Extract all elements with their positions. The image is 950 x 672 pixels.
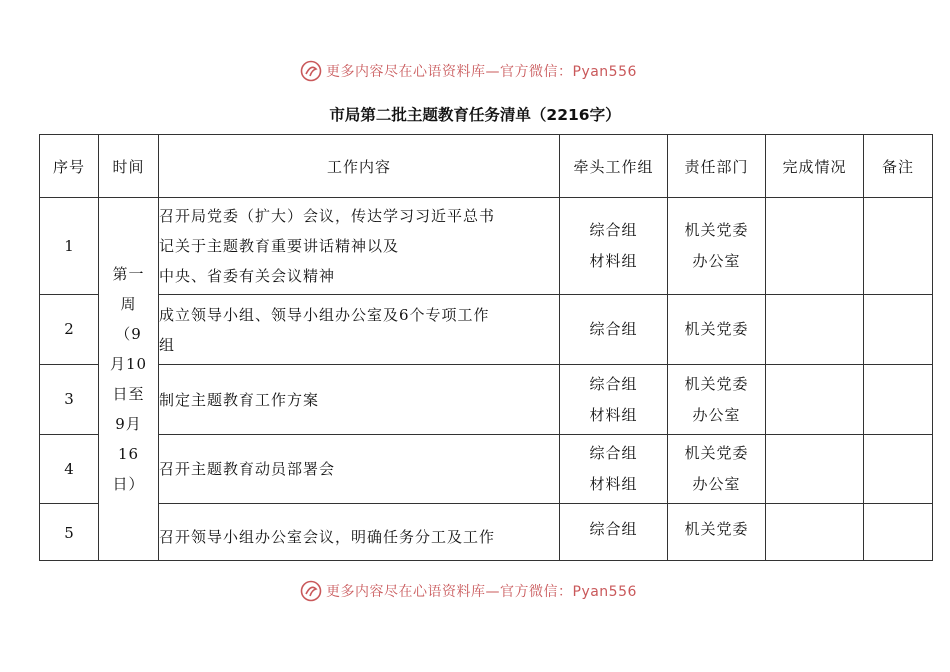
time-line: 9月 <box>115 415 142 433</box>
lead-line: 材料组 <box>589 252 638 270</box>
row-number: 4 <box>40 435 99 504</box>
content-line: 组 <box>159 335 176 354</box>
time-line: （9 <box>115 325 142 343</box>
header-cell: 完成情况 <box>766 135 864 198</box>
content-line: 召开领导小组办公室会议，明确任务分工及工作 <box>159 528 496 546</box>
remarks <box>864 365 933 435</box>
brand-logo-icon <box>300 60 322 82</box>
completion-status <box>766 504 864 561</box>
header-cell: 牵头工作组 <box>560 135 668 198</box>
time-line: 月10 <box>109 355 148 373</box>
work-content <box>159 365 560 435</box>
dept-line: 机关党委 <box>684 221 749 239</box>
watermark-text: 更多内容尽在心语资料库—官方微信：Pyan556 <box>326 64 637 80</box>
header-cell: 工作内容 <box>159 135 560 198</box>
remarks <box>864 295 933 365</box>
completion-status <box>766 365 864 435</box>
watermark-bottom <box>300 580 637 602</box>
watermark-text: 更多内容尽在心语资料库—官方微信：Pyan556 <box>326 584 637 600</box>
time-line: 第一 <box>112 265 145 283</box>
table-row <box>40 198 933 295</box>
table-header-row <box>40 135 933 198</box>
work-content <box>159 198 560 295</box>
header-cell: 备注 <box>864 135 933 198</box>
content-line: 记关于主题教育重要讲话精神以及 <box>159 237 400 255</box>
time-cell <box>99 198 159 561</box>
content-line: 成立领导小组、领导小组办公室及6个专项工作 <box>159 305 490 324</box>
remarks <box>864 198 933 295</box>
time-line: 16 <box>117 445 140 463</box>
remarks <box>864 435 933 504</box>
responsible-dept <box>668 295 766 365</box>
header-cell: 序号 <box>40 135 99 198</box>
dept-line: 机关党委 <box>684 520 749 538</box>
content-line: 召开局党委（扩大）会议，传达学习习近平总书 <box>159 207 496 225</box>
dept-line: 机关党委 <box>684 444 749 462</box>
row-number: 2 <box>40 295 99 365</box>
document-title: 市局第二批主题教育任务清单（2216字） <box>329 106 621 124</box>
header-cell: 责任部门 <box>668 135 766 198</box>
time-line: 周 <box>120 295 137 313</box>
work-content <box>159 295 560 365</box>
responsible-dept <box>668 365 766 435</box>
task-table <box>39 134 933 561</box>
dept-line: 办公室 <box>692 405 741 424</box>
completion-status <box>766 295 864 365</box>
content-line: 召开主题教育动员部署会 <box>159 460 336 478</box>
row-number: 1 <box>40 198 99 295</box>
time-line: 日） <box>112 475 145 493</box>
completion-status <box>766 435 864 504</box>
dept-line: 办公室 <box>692 475 741 493</box>
lead-line: 综合组 <box>589 320 638 338</box>
work-content <box>159 435 560 504</box>
lead-group <box>560 295 668 365</box>
completion-status <box>766 198 864 295</box>
table-row <box>40 365 933 435</box>
table-row <box>40 504 933 561</box>
row-number: 5 <box>40 504 99 561</box>
lead-line: 材料组 <box>589 405 638 424</box>
dept-line: 机关党委 <box>684 320 749 338</box>
time-line: 日至 <box>112 385 145 403</box>
dept-line: 机关党委 <box>684 374 749 393</box>
table-row <box>40 295 933 365</box>
lead-group <box>560 504 668 561</box>
lead-line: 综合组 <box>589 221 638 239</box>
remarks <box>864 504 933 561</box>
content-line: 中央、省委有关会议精神 <box>159 267 336 285</box>
responsible-dept <box>668 435 766 504</box>
dept-line: 办公室 <box>692 252 741 270</box>
lead-group <box>560 435 668 504</box>
lead-line: 综合组 <box>589 520 638 538</box>
header-cell: 时间 <box>99 135 159 198</box>
brand-logo-icon <box>300 580 322 602</box>
lead-line: 综合组 <box>589 444 638 462</box>
lead-group <box>560 365 668 435</box>
watermark-top <box>300 60 637 82</box>
lead-group <box>560 198 668 295</box>
table-row <box>40 435 933 504</box>
work-content <box>159 504 560 561</box>
lead-line: 材料组 <box>589 475 638 493</box>
lead-line: 综合组 <box>589 374 638 393</box>
content-line: 制定主题教育工作方案 <box>159 390 320 409</box>
row-number: 3 <box>40 365 99 435</box>
responsible-dept <box>668 504 766 561</box>
responsible-dept <box>668 198 766 295</box>
